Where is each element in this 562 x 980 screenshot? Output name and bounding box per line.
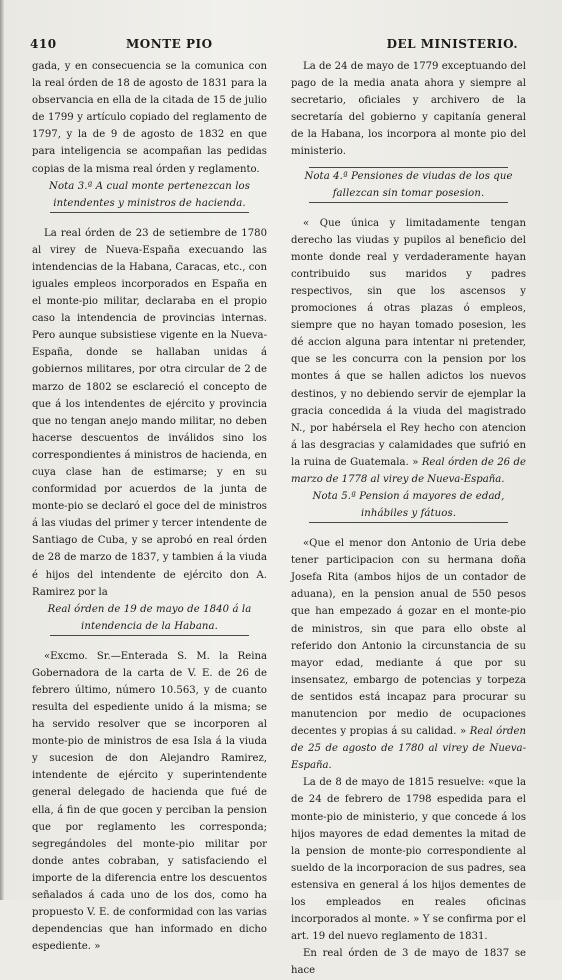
section-note-3: Nota 3.ª A cual monte pertenezcan los intendentes y ministros de hacienda. (49, 180, 250, 209)
paragraph (291, 535, 526, 774)
quote-text: « Que única y limitadamente tengan derecho las viudas y pupilos al beneficio del monte donde real y verdaderamente hayan contribuido sus maridos y padres respectivos, sin que los ascensos y promociones á otras plazas ó empleos, siempre que no hayan tomado posesion, les dé accion alguna para intentar ni pretender, que se les concurra con la pension por los montes á que se hallen adictos los nuevos destinos, y no debiendo servir de ejemplar la gracia concedida á la viuda del magistrado N., por habérsela el Rey hecho con atencion á las desgracias y calamidades que sufrió en la ruina de Guatemala. » (291, 217, 526, 468)
order-heading: Real órden de 19 de mayo de 1840 á la intendencia de la Habana. (47, 603, 252, 632)
left-column (32, 58, 267, 955)
divider (309, 202, 508, 203)
paragraph: «Excmo. Sr.—Enterada S. M. la Reina Gobernadora de la carta de V. E. de 26 de febrero último, número 10.563, y de cuanto resulta del espediente unido á la misma; se ha servido resolver que se incorporen al monte-pio de ministros de esa Isla á la viuda y sucesion de don Alejandro Ramirez, intendente de ejército y superintendente general delegado de hacienda que fué de ella, á fin de que gocen y perciban la pension que por reglamento les corresponda; segregándoles del monte-pio militar por donde antes cobraban, y satisfaciendo el importe de la diferencia entre los descuentos señalados á cada uno de los dos, como ha propuesto V. E. de conformidad con las varias dependencias que han informado en dicho espediente. » (32, 650, 267, 953)
running-head-right: DEL MINISTERIO. (386, 37, 518, 51)
book-spine-shadow (0, 0, 4, 900)
running-head-left: MONTE PIO (126, 37, 213, 51)
divider (50, 635, 249, 636)
paragraph: En real órden de 3 de mayo de 1837 se hace (291, 948, 526, 977)
citation: Real órden de 26 de marzo de 1778 al virey de Nueva-España. (291, 456, 526, 485)
paragraph: La de 8 de mayo de 1815 resuelve: «que la de 24 de febrero de 1798 espedida para el monte-pio de ministerio, y que concede á los hijos mayores de edad dementes la mitad de la pension de monte-pio correspondiente al sueldo de la incorporacion de sus padres, sea estensiva en general á los hijos dementes de los empleados en reales oficinas incorporados al monte. » Y se confirma por el art. 19 del nuevo reglamento de 1831. (291, 777, 526, 943)
quote-text: «Que el menor don Antonio de Uria debe tener participacion con su hermana doña Josefa Rita (ambos hijos de un contador de aduana), en la pension anual de 550 pesos que han empezado á gozar en el monte-pio de ministros, sin que para ello obste al referido don Antonio la circunstancia de su mayor edad, mediante á que por su insensatez, embargo de potencias y torpeza de sentidos está incapaz para procurar su manutencion por medio de ocupaciones decentes y propias á su calidad. » (291, 538, 526, 738)
paragraph: La de 24 de mayo de 1779 exceptuando del pago de la media anata ahora y siempre al secretario, oficiales y archivero de la secretaría del gobierno y capitanía general de la Habana, los incorpora al monte pio del ministerio. (291, 61, 526, 158)
section-note-4: Nota 4.ª Pensiones de viudas de los que fallezcan sin tomar posesion. (304, 170, 513, 199)
paragraph (291, 215, 526, 489)
divider (309, 522, 508, 523)
paragraph: gada, y en consecuencia se la comunica con la real órden de 18 de agosto de 1831 para la observancia en ella de la citada de 15 de julio de 1799 y artículo copiado del reglamento de 1797, y la de 9 de agosto de 1832 en que para inteligencia se acompañan las pedidas copias de la misma real órden y reglamento. (32, 61, 267, 175)
page-header (30, 37, 538, 53)
paragraph: La real órden de 23 de setiembre de 1780 al virey de Nueva-España execuando las intendencias de la Habana, Caracas, etc., con iguales empleos incorporados en España en el monte-pio militar, declaraba en el propio caso la intendencia de provincias internas. Pero aunque subsistiese vigente en la Nueva-España, donde se hallaban unidas á gobiernos militares, por otra circular de 2 de marzo de 1802 se esclareció el concepto de que á los intendentes de ejército y provincia que no tengan anejo mando militar, no deben hacerse descuentos de inválidos sino los correspondientes á ministros de hacienda, en cuya clase han de estimarse; y en su conformidad por acuerdos de la junta de monte-pio se declaró el goce del de ministros á las viudas del primer y tercer intendente de Santiago de Cuba, y se aprobó en real órden de 28 de marzo de 1837, y tambien á la viuda é hijos del intendente de ejército don A. Ramirez por la (32, 227, 267, 598)
section-note-5: Nota 5.ª Pension á mayores de edad, inhábiles y fátuos. (312, 491, 505, 520)
page-number: 410 (30, 37, 57, 51)
divider (50, 212, 249, 213)
right-column (291, 58, 526, 980)
citation: Real órden de 25 de agosto de 1780 al virey de Nueva-España. (291, 726, 526, 772)
